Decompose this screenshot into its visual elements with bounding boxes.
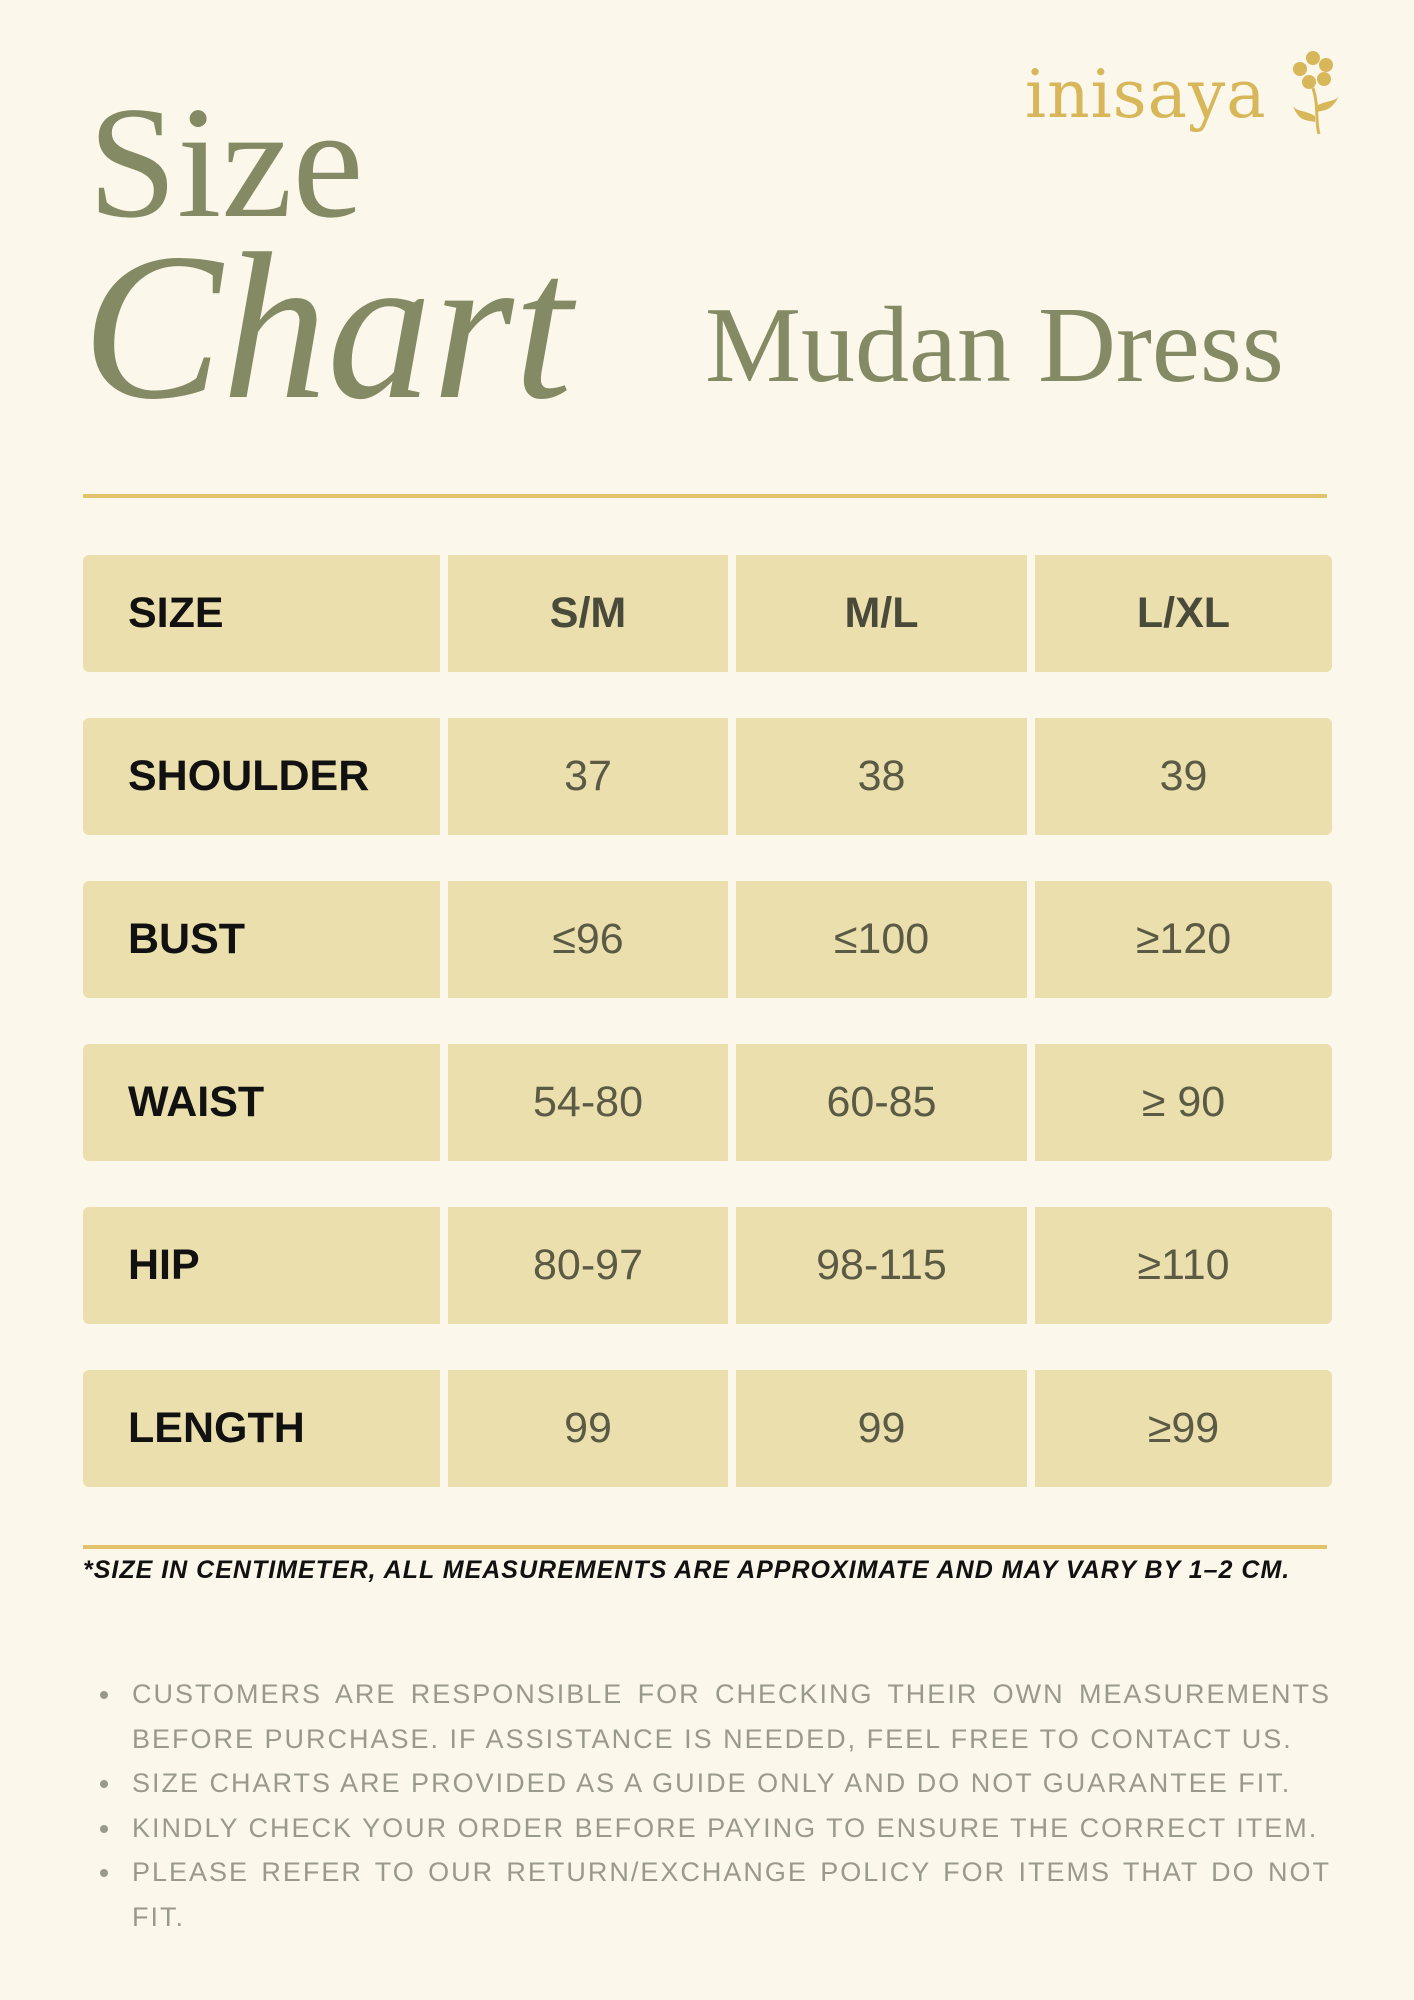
table-cell: ≥ 90 — [1035, 1044, 1332, 1161]
table-cell: 80-97 — [448, 1207, 728, 1324]
header-cell: L/XL — [1035, 555, 1332, 672]
note-item: KINDLY CHECK YOUR ORDER BEFORE PAYING TO ENSURE THE CORRECT ITEM. — [96, 1806, 1331, 1851]
table-cell: 60-85 — [736, 1044, 1027, 1161]
header-cell: SIZE — [83, 555, 440, 672]
divider-bottom — [83, 1545, 1327, 1549]
table-cell: ≥110 — [1035, 1207, 1332, 1324]
row-label: SHOULDER — [83, 718, 440, 835]
header-cell: M/L — [736, 555, 1027, 672]
divider-top — [83, 494, 1327, 498]
title-size: Size — [88, 73, 364, 251]
table-cell: ≥99 — [1035, 1370, 1332, 1487]
row-label: HIP — [83, 1207, 440, 1324]
size-table — [83, 555, 1332, 1533]
table-cell: 37 — [448, 718, 728, 835]
table-cell: 99 — [736, 1370, 1027, 1487]
note-item: CUSTOMERS ARE RESPONSIBLE FOR CHECKING THEIR OWN MEASUREMENTS BEFORE PURCHASE. IF ASSISTANCE IS NEEDED, FEEL FREE TO CONTACT US. — [96, 1672, 1331, 1761]
table-cell: 39 — [1035, 718, 1332, 835]
table-row — [83, 1044, 1332, 1161]
notes-list — [96, 1672, 1331, 1939]
table-row — [83, 1207, 1332, 1324]
row-label: BUST — [83, 881, 440, 998]
brand-name: inisaya — [1025, 56, 1267, 133]
table-cell: 38 — [736, 718, 1027, 835]
note-item: PLEASE REFER TO OUR RETURN/EXCHANGE POLICY FOR ITEMS THAT DO NOT FIT. — [96, 1850, 1331, 1939]
brand-logo — [1025, 48, 1345, 141]
table-cell: 99 — [448, 1370, 728, 1487]
flower-icon — [1285, 48, 1345, 141]
table-cell: 54-80 — [448, 1044, 728, 1161]
table-row — [83, 718, 1332, 835]
table-cell: ≥120 — [1035, 881, 1332, 998]
table-cell: 98-115 — [736, 1207, 1027, 1324]
row-label: LENGTH — [83, 1370, 440, 1487]
product-name: Mudan Dress — [705, 286, 1284, 405]
table-row — [83, 1370, 1332, 1487]
footnote: *SIZE IN CENTIMETER, ALL MEASUREMENTS ARE APPROXIMATE AND MAY VARY BY 1–2 CM. — [83, 1556, 1291, 1584]
row-label: WAIST — [83, 1044, 440, 1161]
table-cell: ≤100 — [736, 881, 1027, 998]
table-header-row — [83, 555, 1332, 672]
table-row — [83, 881, 1332, 998]
table-cell: ≤96 — [448, 881, 728, 998]
note-item: SIZE CHARTS ARE PROVIDED AS A GUIDE ONLY AND DO NOT GUARANTEE FIT. — [96, 1761, 1331, 1806]
header-cell: S/M — [448, 555, 728, 672]
title-chart: Chart — [82, 211, 573, 443]
